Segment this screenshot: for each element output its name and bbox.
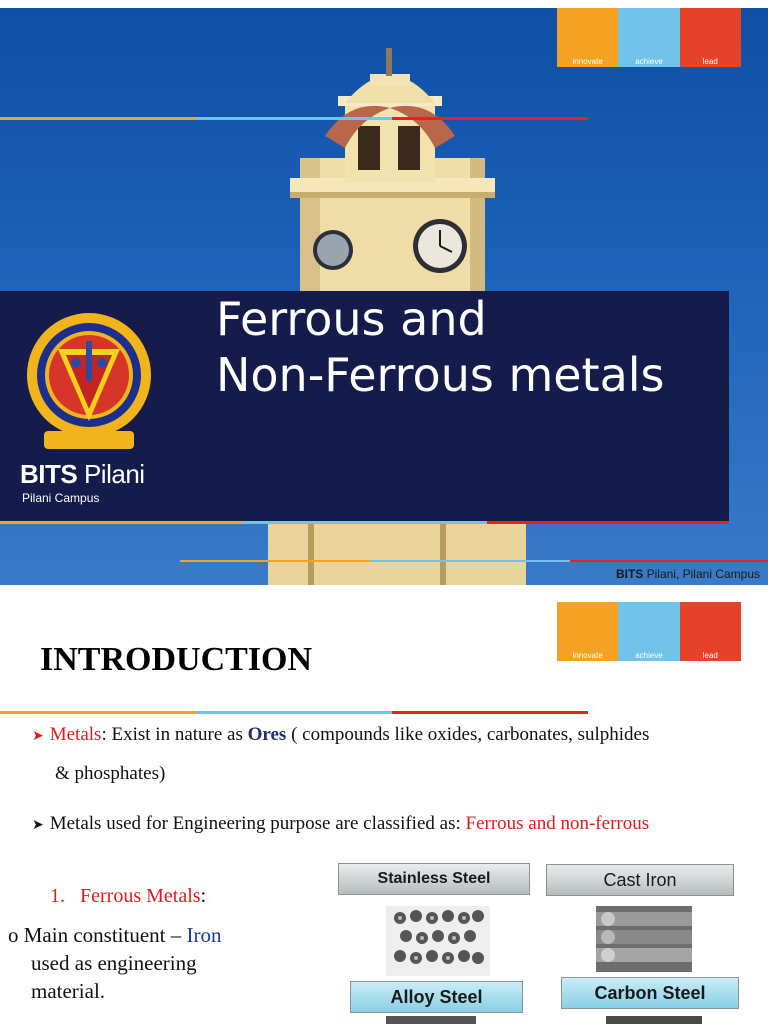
accent-line-orange-lower bbox=[0, 521, 242, 524]
slide-heading: INTRODUCTION bbox=[40, 641, 313, 678]
badge-lead: lead bbox=[680, 602, 741, 661]
bullet-metals: ➤ Metals: Exist in nature as Ores ( compounds like oxides, carbonates, sulphides bbox=[32, 724, 650, 745]
arrow-bullet-icon: ➤ bbox=[32, 729, 44, 744]
badge-achieve: achieve bbox=[618, 8, 679, 67]
carbon-steel-image bbox=[606, 1016, 702, 1024]
campus-label: Pilani Campus bbox=[22, 491, 100, 505]
badge-lead: lead bbox=[680, 8, 741, 67]
accent-line-red bbox=[392, 711, 588, 714]
accent-line-orange bbox=[0, 711, 196, 714]
brand-badge bbox=[557, 8, 741, 67]
accent-line-red bbox=[392, 117, 588, 120]
accent-line-red-lower bbox=[487, 521, 729, 524]
bullet-classification: ➤ Metals used for Engineering purpose are classified as: Ferrous and non-ferrous bbox=[32, 813, 650, 834]
introduction-slide bbox=[0, 585, 768, 1024]
accent-line-blue-lower bbox=[242, 521, 487, 524]
accent-line-blue bbox=[196, 711, 392, 714]
bullet-metals-continued: & phosphates) bbox=[55, 763, 166, 784]
carbon-steel-label: Carbon Steel bbox=[561, 977, 739, 1009]
badge-innovate: innovate bbox=[557, 8, 618, 67]
arrow-bullet-icon: ➤ bbox=[32, 818, 44, 833]
brand-badge bbox=[557, 602, 741, 661]
main-constituent-text: o Main constituent – Iron used as engineering material. bbox=[8, 923, 222, 1003]
badge-innovate: innovate bbox=[557, 602, 618, 661]
institution-name: BITS Pilani bbox=[20, 459, 145, 489]
footer-line-blue bbox=[370, 560, 570, 562]
cast-iron-image bbox=[596, 906, 692, 972]
stainless-steel-label: Stainless Steel bbox=[338, 863, 530, 895]
title-line-2: Non-Ferrous metals bbox=[216, 348, 665, 402]
badge-achieve: achieve bbox=[618, 602, 679, 661]
ferrous-heading: 1. Ferrous Metals: bbox=[50, 885, 207, 907]
title-box bbox=[0, 291, 729, 521]
footer-line-orange bbox=[180, 560, 370, 562]
alloy-steel-image bbox=[386, 1016, 476, 1024]
slide-title bbox=[216, 291, 665, 403]
stainless-steel-image bbox=[386, 906, 490, 976]
alloy-steel-label: Alloy Steel bbox=[350, 981, 523, 1013]
footer-line-red bbox=[570, 560, 768, 562]
accent-line-blue bbox=[196, 117, 392, 120]
footer-tag: BITS Pilani, Pilani Campus bbox=[615, 567, 760, 581]
title-line-1: Ferrous and bbox=[216, 292, 487, 346]
bits-logo-icon bbox=[18, 311, 160, 451]
accent-line-orange bbox=[0, 117, 196, 120]
cast-iron-label: Cast Iron bbox=[546, 864, 734, 896]
title-slide bbox=[0, 8, 768, 585]
